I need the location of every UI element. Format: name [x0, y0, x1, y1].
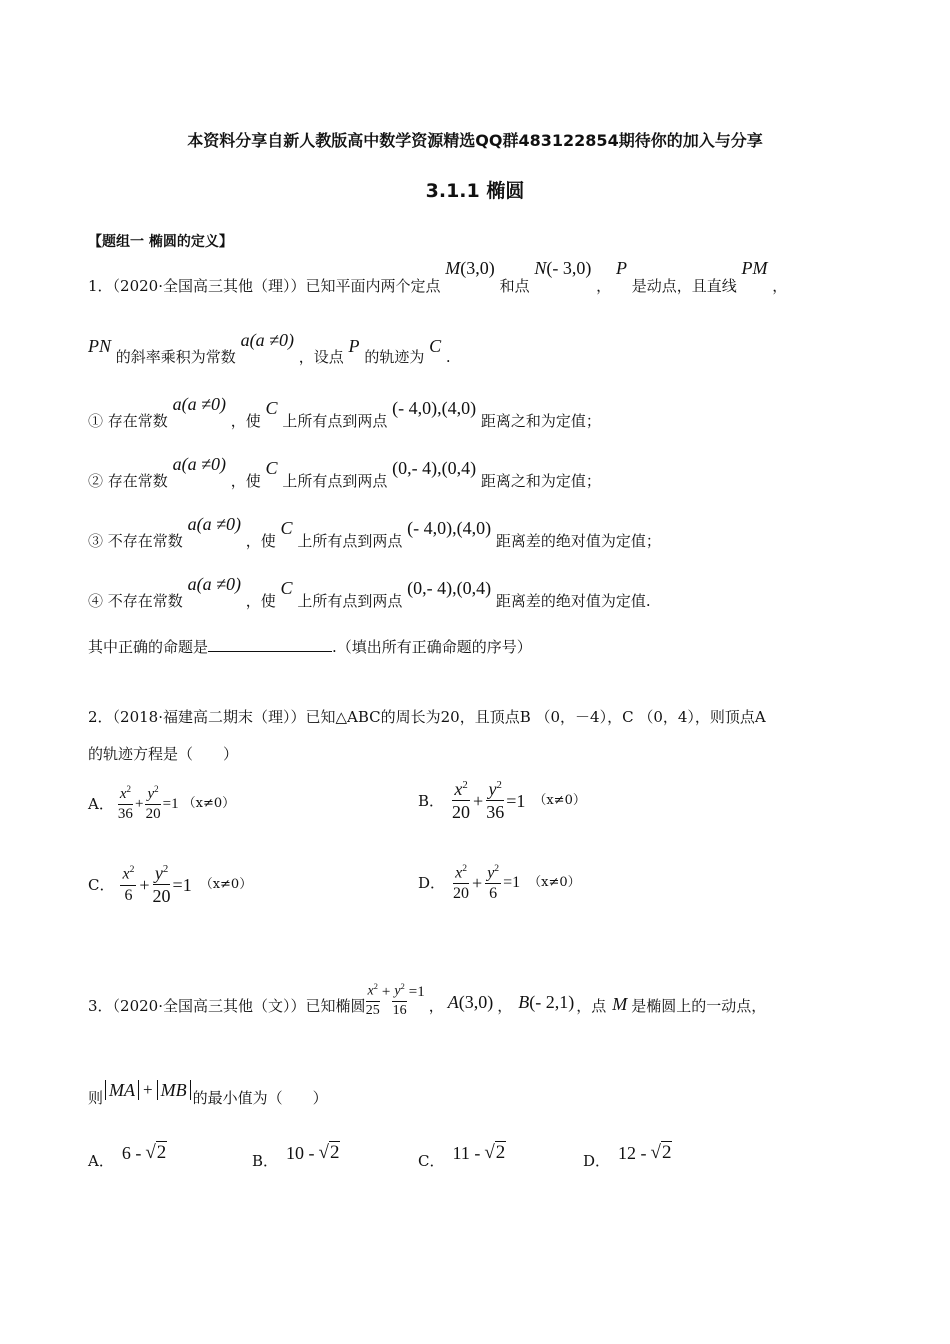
fraction: $\frac{x^2}{20}$: [453, 863, 470, 903]
q3-line1: [88, 982, 766, 1022]
plus-sign: +: [143, 1080, 153, 1099]
q1-C: C: [429, 336, 442, 356]
q1-N: N: [534, 258, 547, 278]
q3-M: M: [612, 994, 628, 1014]
q1-line1: [88, 258, 787, 298]
q1-item-a: a(a ≠0): [187, 514, 241, 534]
q1-item-post: 距离之和为定值；: [480, 412, 601, 430]
fraction: $\frac{x^2}{25}$: [365, 982, 380, 1018]
plus-sign: +: [472, 873, 483, 894]
q1-item-C: C: [265, 398, 278, 418]
q1-M: M: [445, 258, 461, 278]
option-label: D．: [418, 874, 446, 893]
q2-option-c[interactable]: [88, 864, 252, 905]
q1-item-post: 距离之和为定值；: [480, 472, 601, 490]
q1-item-num: ③: [88, 532, 104, 550]
fraction: $\frac{x^2}{20}$: [452, 779, 471, 822]
q1-item-C: C: [280, 578, 293, 598]
fraction: $\frac{x^2}{6}$: [122, 864, 135, 904]
q1-text-1: 1．（2020·全国高三其他（理））已知平面内两个定点: [88, 277, 441, 295]
q1-line2: [88, 330, 451, 366]
plus-sign: +: [139, 874, 150, 895]
q1-item-1: [88, 394, 601, 430]
q1-item-a: a(a ≠0): [172, 454, 226, 474]
option-note: （x≠0）: [182, 795, 236, 811]
group-heading: 【题组一 椭圆的定义】: [88, 234, 233, 250]
q3-text-5: 是椭圆上的一动点，: [631, 997, 767, 1015]
q1-text-7: ，设点: [298, 348, 344, 366]
q3-B: B: [518, 992, 530, 1012]
q1-text-8: 的轨迹为: [364, 348, 425, 366]
q1-item-points: (0,- 4),(0,4): [392, 458, 477, 478]
q2-option-b[interactable]: [418, 780, 586, 821]
q1-PN: PN: [88, 336, 112, 356]
q3-option-d[interactable]: [583, 1143, 672, 1171]
q1-P: P: [615, 258, 627, 278]
option-label: B．: [252, 1152, 279, 1170]
q1-ask-pre: 其中正确的命题是: [88, 638, 209, 656]
q3-A-coord: (3,0): [458, 992, 494, 1012]
q3-abs-MB: MB: [157, 1080, 191, 1100]
q1-ask-post: .（填出所有正确命题的序号）: [332, 638, 532, 656]
option-note: （x≠0）: [533, 792, 586, 808]
q3-option-c[interactable]: [418, 1143, 506, 1171]
q3-line2: [88, 1080, 328, 1110]
q1-item-C: C: [265, 458, 278, 478]
q3-B-coord: (- 2,1): [529, 992, 575, 1012]
q1-N-coord: (- 3,0): [546, 258, 592, 278]
q1-item-points: (- 4,0),(4,0): [407, 518, 492, 538]
page-title: 3.1.1 椭圆: [425, 180, 525, 202]
q1-M-coord: (3,0): [460, 258, 495, 278]
option-label: C．: [418, 1152, 445, 1170]
q2-option-d[interactable]: [418, 864, 581, 902]
q1-text-2: 和点: [499, 277, 530, 295]
fraction: $\frac{y^2}{20}$: [152, 863, 171, 906]
q2-line1: 2．（2018·福建高二期末（理））已知△ABC的周长为20，且顶点B （0，－4），C （0，4），则顶点A: [88, 708, 766, 726]
sqrt-icon: √2: [318, 1142, 340, 1163]
q1-item-mid2: 上所有点到两点: [282, 412, 388, 430]
fraction: $\frac{y^2}{6}$: [487, 863, 500, 903]
q1-item-4: [88, 574, 651, 610]
q1-text-9: .: [445, 348, 451, 366]
q1-item-mid2: 上所有点到两点: [297, 592, 403, 610]
q1-text-3: ，: [596, 277, 612, 295]
q3-l2-pre: 则: [88, 1089, 104, 1107]
option-note: （x≠0）: [199, 876, 253, 892]
fraction: $\frac{x^2}{36}$: [117, 784, 133, 822]
q3-text-1: 3．（2020·全国高三其他（文））已知椭圆: [88, 997, 366, 1015]
q1-item-num: ④: [88, 592, 104, 610]
q1-item-a: a(a ≠0): [187, 574, 241, 594]
fraction: $\frac{y^2}{20}$: [145, 784, 161, 822]
q2-line2: 的轨迹方程是（ ）: [88, 745, 239, 763]
sqrt-icon: √2: [145, 1142, 167, 1163]
q1-item-a: a(a ≠0): [172, 394, 226, 414]
option-label: B．: [418, 791, 445, 810]
option-value: 12 -: [618, 1143, 647, 1163]
q1-item-post: 距离差的绝对值为定值；: [495, 532, 661, 550]
option-label: D．: [583, 1152, 611, 1170]
q1-item-num: ②: [88, 472, 104, 490]
q1-item-mid: ，使: [230, 412, 261, 430]
plus-sign: +: [473, 790, 484, 811]
q1-PM: PM: [741, 258, 768, 278]
equation-rhs: =1: [162, 795, 179, 812]
q1-item-2: [88, 454, 601, 490]
sqrt-icon: √2: [650, 1142, 672, 1163]
q3-A: A: [447, 992, 459, 1012]
q3-l2-post: 的最小值为（ ）: [192, 1089, 328, 1107]
q1-item-points: (0,- 4),(0,4): [407, 578, 492, 598]
q1-item-post: 距离差的绝对值为定值.: [495, 592, 651, 610]
q1-item-num: ①: [88, 412, 104, 430]
option-value: 11 -: [452, 1143, 481, 1163]
q1-text-4: 是动点，且直线: [631, 277, 737, 295]
option-value: 10 -: [286, 1143, 315, 1163]
q1-text-5: ，: [772, 277, 788, 295]
q1-item-pre: 不存在常数: [107, 592, 183, 610]
q1-item-mid: ，使: [230, 472, 261, 490]
q1-item-3: [88, 514, 661, 550]
q1-item-pre: 存在常数: [107, 472, 168, 490]
q1-item-mid2: 上所有点到两点: [282, 472, 388, 490]
plus-sign: +: [135, 795, 144, 812]
sqrt-icon: √2: [484, 1142, 506, 1163]
q3-text-2: ，: [428, 997, 444, 1015]
q1-item-points: (- 4,0),(4,0): [392, 398, 477, 418]
plus-sign: +: [381, 984, 391, 1000]
q1-ask: [88, 637, 532, 657]
answer-blank[interactable]: [208, 637, 332, 652]
q1-item-C: C: [280, 518, 293, 538]
option-note: （x≠0）: [528, 875, 581, 891]
q1-text-6: 的斜率乘积为常数: [115, 348, 236, 366]
q1-a-expr: a(a ≠0): [240, 330, 294, 350]
q1-item-mid: ，使: [245, 592, 276, 610]
option-value: 6 -: [121, 1143, 142, 1163]
banner-text: 本资料分享自新人教版高中数学资源精选QQ群483122854期待你的加入与分享: [187, 131, 763, 150]
q1-item-pre: 不存在常数: [107, 532, 183, 550]
q3-text-3: ，: [497, 997, 513, 1015]
q3-abs-MA: MA: [105, 1080, 139, 1100]
fraction: $\frac{y^2}{16}$: [392, 982, 407, 1018]
q3-option-a[interactable]: [88, 1143, 167, 1171]
equation-rhs: =1: [172, 874, 192, 895]
option-label: C．: [88, 875, 115, 894]
q1-item-mid: ，使: [245, 532, 276, 550]
q3-text-4: ，点: [576, 997, 607, 1015]
option-label: A．: [88, 794, 114, 813]
q1-item-mid2: 上所有点到两点: [297, 532, 403, 550]
option-label: A．: [88, 1152, 114, 1170]
q2-option-a[interactable]: [88, 785, 235, 822]
equation-rhs: =1: [408, 984, 425, 1000]
q1-P2: P: [348, 336, 360, 356]
equation-rhs: =1: [503, 874, 521, 892]
fraction: $\frac{y^2}{36}$: [486, 779, 505, 822]
equation-rhs: =1: [506, 790, 526, 811]
q1-item-pre: 存在常数: [107, 412, 168, 430]
q3-option-b[interactable]: [252, 1143, 340, 1171]
